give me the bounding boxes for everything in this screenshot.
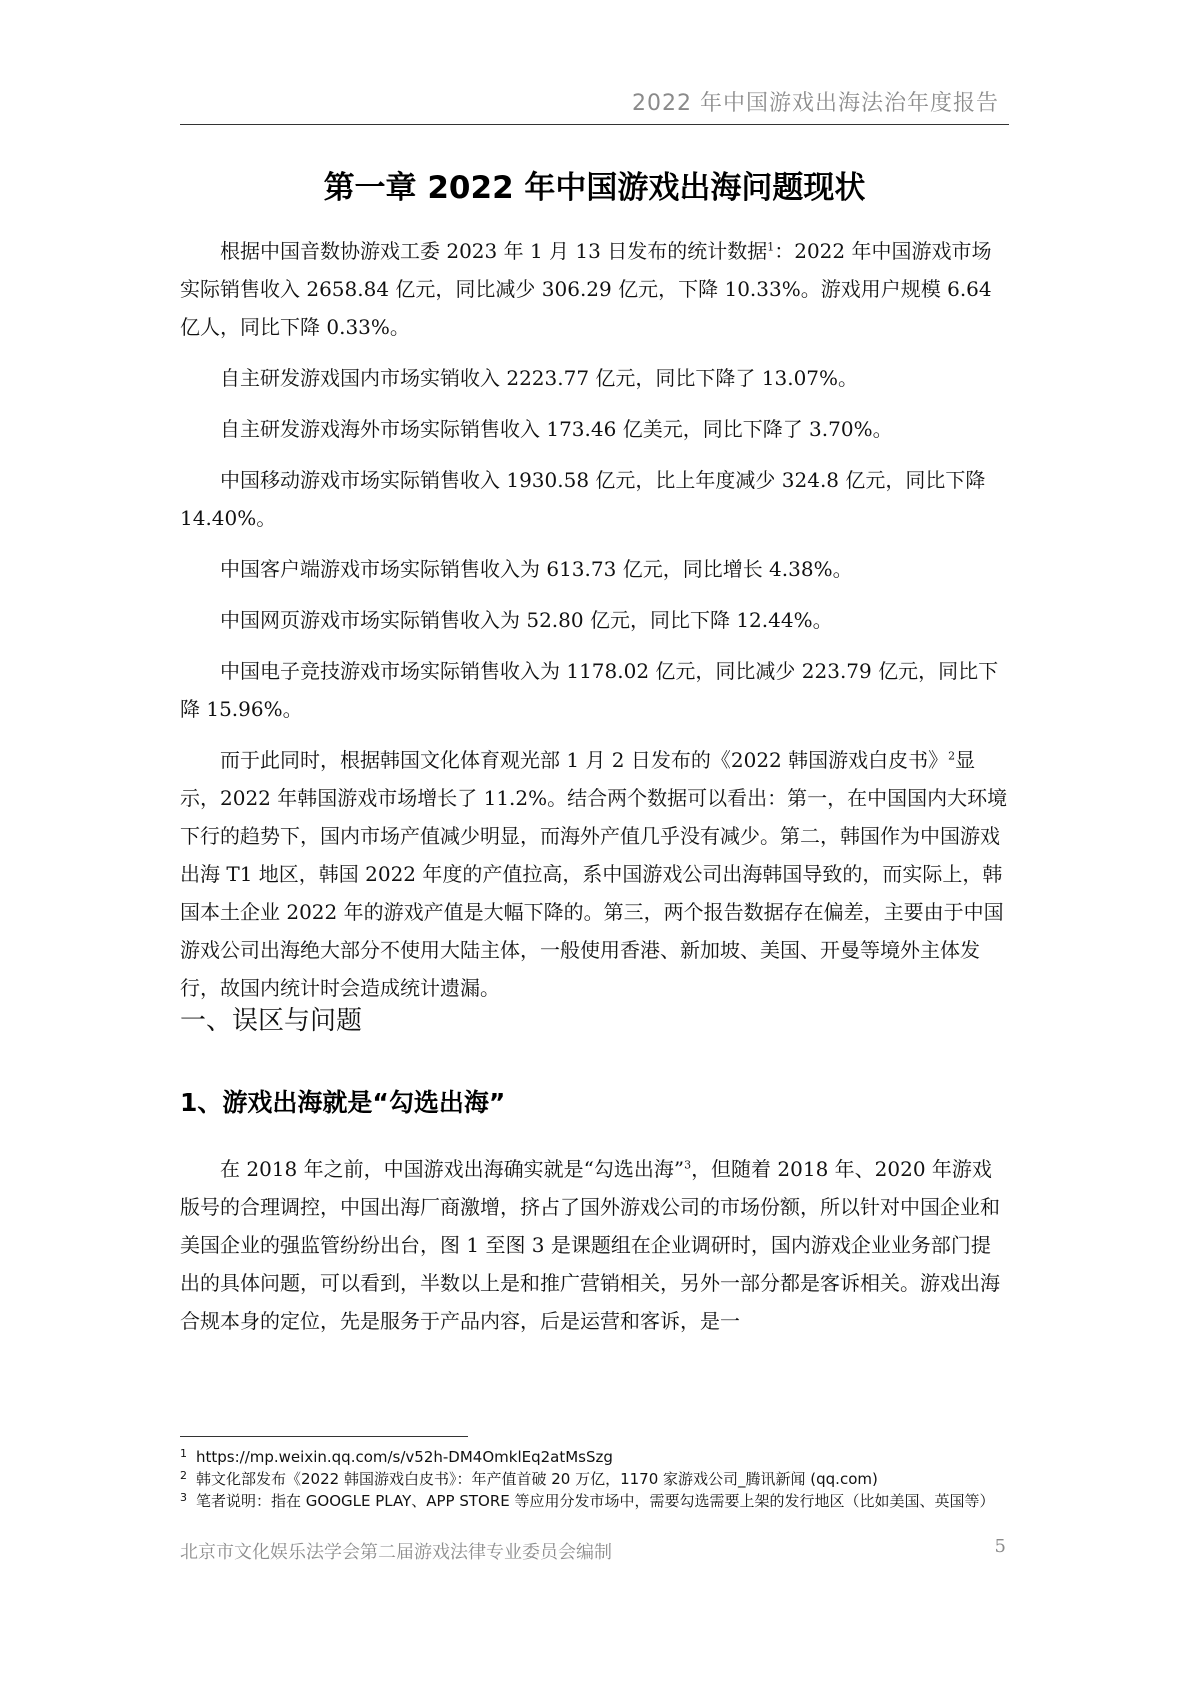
footnote-ref[interactable]: 1 — [767, 240, 775, 254]
footnote-text: 韩文化部发布《2022 韩国游戏白皮书》：年产值首破 20 万亿，1170 家游戏公司_腾讯新闻 (qq.com) — [196, 1470, 878, 1488]
paragraph-korea-analysis — [180, 741, 1009, 1007]
paragraph-market-overview — [180, 232, 1009, 346]
paragraph-client-revenue: 中国客户端游戏市场实际销售收入为 613.73 亿元，同比增长 4.38%。 — [220, 557, 853, 581]
footnotes — [180, 1446, 1009, 1512]
main-body — [180, 232, 1009, 1020]
paragraph-web-revenue: 中国网页游戏市场实际销售收入为 52.80 亿元，同比下降 12.44%。 — [220, 608, 833, 632]
header-rule — [180, 124, 1009, 125]
subsection-heading: 1、游戏出海就是“勾选出海” — [180, 1088, 506, 1117]
subsection-body — [180, 1150, 1009, 1353]
footnote-number: 1 — [180, 1447, 187, 1460]
paragraph-text: 显示，2022 年韩国游戏市场增长了 11.2%。结合两个数据可以看出：第一，在中国国内大环境下行的趋势下，国内市场产值减少明显，而海外产值几乎没有减少。第二，韩国作为中国游戏出海 T1 地区，韩国 2022 年度的产值拉高，系中国游戏公司出海韩国导致的，而实际上，韩国本土企业 2022 年的游戏产值是大幅下降的。第三，两个报告数据存在偏差，主要由于中国游戏公司出海绝大部分不使用大陆主体，一般使用香港、新加坡、美国、开曼等境外主体发行，故国内统计时会造成统计遗漏。 — [180, 748, 1008, 1000]
paragraph-text: 根据中国音数协游戏工委 2023 年 1 月 13 日发布的统计数据 — [220, 239, 768, 263]
footnote-number: 3 — [180, 1491, 187, 1504]
footnote-text: 笔者说明：指在 GOOGLE PLAY、APP STORE 等应用分发市场中，需要勾选需要上架的发行地区（比如美国、英国等） — [196, 1492, 995, 1510]
paragraph-checkbox-export — [180, 1150, 1009, 1340]
footer-publisher: 北京市文化娱乐法学会第二届游戏法律专业委员会编制 — [180, 1542, 612, 1563]
footnote-link[interactable]: https://mp.weixin.qq.com/s/v52h-DM4OmklEq2atMsSzg — [196, 1448, 613, 1466]
footnote-item — [180, 1468, 1009, 1490]
footnote-item — [180, 1490, 1009, 1512]
paragraph-mobile-revenue: 中国移动游戏市场实际销售收入 1930.58 亿元，比上年度减少 324.8 亿元，同比下降 14.40%。 — [180, 468, 986, 530]
footnote-ref[interactable]: 2 — [948, 749, 956, 763]
paragraph-text: ：2022 年中国游戏市场实际销售收入 2658.84 亿元，同比减少 306.29 亿元，下降 10.33%。游戏用户规模 6.64 亿人，同比下降 0.33%。 — [180, 239, 992, 339]
paragraph-text: 在 2018 年之前，中国游戏出海确实就是“勾选出海” — [220, 1157, 685, 1181]
section-heading: 一、误区与问题 — [180, 1006, 363, 1036]
footnote-separator — [180, 1436, 468, 1437]
chapter-title: 第一章 2022 年中国游戏出海问题现状 — [323, 170, 866, 206]
footnote-number: 2 — [180, 1469, 187, 1482]
paragraph-overseas-revenue: 自主研发游戏海外市场实际销售收入 173.46 亿美元，同比下降了 3.70%。 — [220, 417, 893, 441]
header-title: 2022 年中国游戏出海法治年度报告 — [632, 91, 999, 116]
paragraph-domestic-revenue: 自主研发游戏国内市场实销收入 2223.77 亿元，同比下降了 13.07%。 — [220, 366, 859, 390]
footnote-ref[interactable]: 3 — [684, 1158, 692, 1172]
paragraph-text: 而于此同时，根据韩国文化体育观光部 1 月 2 日发布的《2022 韩国游戏白皮书》 — [220, 748, 949, 772]
page-number: 5 — [994, 1536, 1006, 1557]
paragraph-esports-revenue: 中国电子竞技游戏市场实际销售收入为 1178.02 亿元，同比减少 223.79 亿元，同比下降 15.96%。 — [180, 659, 999, 721]
paragraph-text: ，但随着 2018 年、2020 年游戏版号的合理调控，中国出海厂商激增，挤占了国外游戏公司的市场份额，所以针对中国企业和美国企业的强监管纷纷出台，图 1 至图 3 是课题组在企业调研时，国内游戏企业业务部门提出的具体问题，可以看到，半数以上是和推广营销相关，另外一部分都是客诉相关。游戏出海合规本身的定位，先是服务于产品内容，后是运营和客诉，是一 — [180, 1157, 1000, 1333]
footnote-item — [180, 1446, 1009, 1468]
